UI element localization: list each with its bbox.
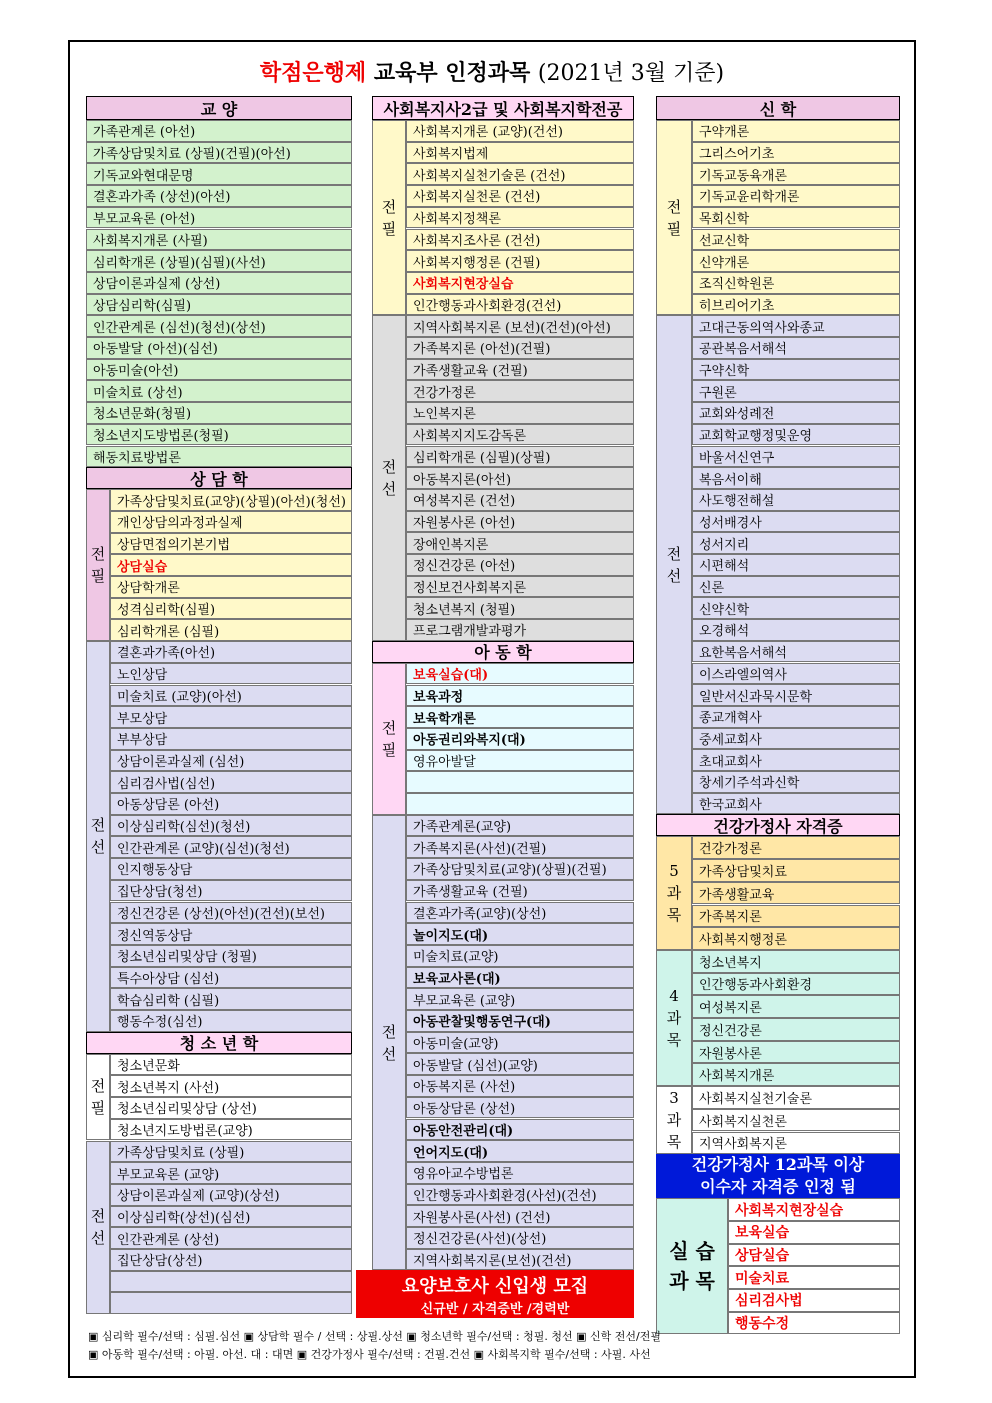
adong-pil-item: 보육과정 [406,685,634,707]
cheongsonyeon-seon-item: 가족상담및치료 (상필) [110,1141,352,1163]
sangdam-seon-item: 행동수정(심선) [110,1010,352,1032]
theology-pil-item: 신약개론 [692,250,900,272]
sangdam-pil-item: 상담실습 [110,554,352,576]
title-main: 교육부 인정과목 [366,60,538,86]
adong-pil-item [406,771,634,793]
gyoyang-item: 사회복지개론 (사필) [86,229,352,251]
theology-seon-item: 시편해석 [692,554,900,576]
sangdam-seon-item: 인지행동상담 [110,858,352,880]
social-welfare-seon-item: 사회복지지도감독론 [406,424,634,446]
sangdam-seon-item: 학습심리학 (심필) [110,988,352,1010]
adong-seon-item: 지역사회복지론(보선)(건선) [406,1249,634,1271]
sangdam-seon-item: 상담이론과실제 (심선) [110,750,352,772]
gyoyang-item: 심리학개론 (상필)(심필)(사선) [86,250,352,272]
cheongsonyeon-seon-item: 상담이론과실제 (교양)(상선) [110,1184,352,1206]
social-welfare-pil-item: 인간행동과사회환경(건선) [406,294,634,316]
sangdam-seon-item: 아동상담론 (아선) [110,793,352,815]
sangdam-pil-item: 가족상담및치료(교양)(상필)(아선)(청선) [110,489,352,511]
adong-seon-item: 미술치료(교양) [406,945,634,967]
healthy-family-5-item: 사회복지행정론 [692,927,900,950]
header-cheongsonyeon: 청 소 년 학 [86,1032,352,1054]
healthy-family-4-item: 정신건강론 [692,1018,900,1041]
gyoyang-item: 가족관계론 (아선) [86,120,352,142]
gyoyang-item: 청소년문화(청필) [86,402,352,424]
gyoyang-item: 기독교와현대문명 [86,163,352,185]
social-welfare-seon-item: 정신건강론 (아선) [406,554,634,576]
header-adong: 아 동 학 [372,641,634,663]
adong-pil-item: 아동권리와복지(대) [406,728,634,750]
gyoyang-item: 가족상담및치료 (상필)(건필)(아선) [86,142,352,164]
healthy-family-4-item: 청소년복지 [692,950,900,973]
sangdam-seon-item: 미술치료 (교양)(아선) [110,685,352,707]
adong-seon-item: 아동상담론 (상선) [406,1097,634,1119]
gyoyang-item: 부모교육론 (아선) [86,207,352,229]
social-welfare-pil-side: 전 필 [372,120,406,315]
sangdam-pil-item: 상담면접의기본기법 [110,533,352,555]
theology-seon-item: 바울서신연구 [692,446,900,468]
recruit-line-2: 신규반 / 자격증반 /경력반 [420,1301,570,1317]
adong-seon-item: 가족생활교육 (건필) [406,880,634,902]
social-welfare-seon-item: 자원봉사론 (아선) [406,511,634,533]
adong-seon-item: 보육교사론(대) [406,967,634,989]
sangdam-seon-item: 결혼과가족(아선) [110,641,352,663]
recruit-line-1: 요양보호사 신입생 모집 [401,1275,589,1297]
practice-item: 행동수정 [728,1312,900,1335]
adong-seon-item: 아동발달 (심선)(교양) [406,1053,634,1075]
healthy-family-5-item: 건강가정론 [692,836,900,859]
sangdam-pil-item: 상담학개론 [110,576,352,598]
healthy-family-4-side: 4 과 목 [656,950,692,1086]
sangdam-seon-item: 부모상담 [110,706,352,728]
healthy-family-3-item: 지역사회복지론 [692,1132,900,1155]
cheongsonyeon-seon-item: 인간관계론 (상선) [110,1227,352,1249]
theology-seon-item: 공관복음서해석 [692,337,900,359]
adong-pil-item: 보육실습(대) [406,663,634,685]
sangdam-seon-item: 청소년심리및상담 (청필) [110,945,352,967]
sangdam-pil-side: 전 필 [86,489,110,641]
adong-seon-item: 놀이지도(대) [406,923,634,945]
adong-pil-item [406,793,634,815]
theology-seon-item: 한국교회사 [692,793,900,815]
social-welfare-seon-item: 프로그램개발과평가 [406,619,634,641]
healthy-family-note-line-1: 건강가정사 12과목 이상 [691,1155,865,1175]
cheongsonyeon-seon-item: 집단상담(상선) [110,1249,352,1271]
gyoyang-item: 미술치료 (상선) [86,380,352,402]
social-welfare-seon-item: 정신보건사회복지론 [406,576,634,598]
social-welfare-pil-item: 사회복지법제 [406,142,634,164]
practice-item: 상담실습 [728,1244,900,1267]
adong-seon-item: 가족상담및치료(교양)(상필)(건필) [406,858,634,880]
gyoyang-item: 청소년지도방법론(청필) [86,424,352,446]
theology-pil-item: 그리스어기초 [692,142,900,164]
theology-seon-item: 성서배경사 [692,511,900,533]
practice-side: 실 습 과 목 [656,1198,728,1334]
sangdam-seon-item: 정신건강론 (상선)(아선)(건선)(보선) [110,902,352,924]
recruit-banner [356,1270,634,1318]
cheongsonyeon-seon-side: 전 선 [86,1141,110,1315]
theology-seon-item: 구원론 [692,380,900,402]
title-brand: 학점은행제 [259,60,367,86]
adong-seon-item: 가족복지론(사선)(건필) [406,836,634,858]
cheongsonyeon-pil-item: 청소년심리및상담 (상선) [110,1097,352,1119]
theology-pil-item: 목회신학 [692,207,900,229]
healthy-family-3-item: 사회복지실천기술론 [692,1086,900,1109]
social-welfare-seon-item: 건강가정론 [406,380,634,402]
theology-seon-item: 사도행전해설 [692,489,900,511]
adong-seon-item: 아동복지론 (사선) [406,1075,634,1097]
adong-pil-item: 영유아발달 [406,750,634,772]
theology-seon-item: 신약신학 [692,597,900,619]
adong-seon-item: 영유아교수방법론 [406,1162,634,1184]
sangdam-seon-item: 심리검사법(심선) [110,771,352,793]
header-gyoyang: 교 양 [86,96,352,120]
sangdam-pil-item: 심리학개론 (심필) [110,619,352,641]
sangdam-seon-item: 부부상담 [110,728,352,750]
practice-item: 심리검사법 [728,1289,900,1312]
theology-seon-item: 요한복음서해석 [692,641,900,663]
theology-pil-item: 조직신학원론 [692,272,900,294]
cheongsonyeon-seon-item: 이상심리학(상선)(심선) [110,1206,352,1228]
sangdam-seon-item: 특수아상담 (심선) [110,967,352,989]
theology-seon-item: 이스라엘의역사 [692,663,900,685]
healthy-family-5-side: 5 과 목 [656,836,692,950]
healthy-family-4-item: 자원봉사론 [692,1041,900,1064]
social-welfare-seon-item: 가족생활교육 (건필) [406,359,634,381]
practice-item: 사회복지현장실습 [728,1198,900,1221]
social-welfare-seon-item: 장애인복지론 [406,532,634,554]
social-welfare-seon-item: 심리학개론 (심필)(상필) [406,446,634,468]
theology-pil-item: 기독교동육개론 [692,163,900,185]
practice-item: 보육실습 [728,1221,900,1244]
theology-pil-item: 구약개론 [692,120,900,142]
theology-seon-item: 복음서이해 [692,467,900,489]
social-welfare-pil-item: 사회복지행정론 (건필) [406,250,634,272]
page-title [70,56,914,87]
gyoyang-item: 인간관계론 (심선)(청선)(상선) [86,315,352,337]
theology-pil-item: 히브리어기초 [692,294,900,316]
theology-seon-item: 성서지리 [692,532,900,554]
gyoyang-item: 상담이론과실제 (상선) [86,272,352,294]
cheongsonyeon-seon-blank [110,1271,352,1293]
adong-pil-side: 전 필 [372,663,406,815]
header-healthy-family: 건강가정사 자격증 [656,814,900,836]
theology-seon-side: 전 선 [656,315,692,814]
healthy-family-4-item: 인간행동과사회환경 [692,973,900,996]
sangdam-seon-item: 노인상담 [110,663,352,685]
theology-seon-item: 중세교회사 [692,728,900,750]
social-welfare-seon-side: 전 선 [372,315,406,641]
sangdam-seon-item: 인간관계론 (교양)(심선)(청선) [110,836,352,858]
healthy-family-5-item: 가족상담및치료 [692,859,900,882]
gyoyang-item: 아동발달 (아선)(심선) [86,337,352,359]
healthy-family-3-item: 사회복지실천론 [692,1109,900,1132]
sangdam-pil-item: 개인상담의과정과실제 [110,511,352,533]
theology-seon-item: 일반서신과묵시문학 [692,684,900,706]
gyoyang-item: 아동미술(아선) [86,359,352,381]
sangdam-seon-side: 전 선 [86,641,110,1032]
gyoyang-item: 결혼과가족 (상선)(아선) [86,185,352,207]
theology-seon-item: 종교개혁사 [692,706,900,728]
header-theology: 신 학 [656,96,900,120]
theology-seon-item: 구약신학 [692,359,900,381]
adong-seon-item: 가족관계론(교양) [406,815,634,837]
healthy-family-note-line-2: 이수자 자격증 인정 됨 [700,1177,856,1197]
social-welfare-pil-item: 사회복지조사론 (건선) [406,229,634,251]
adong-seon-item: 자원봉사론(사선) (건선) [406,1205,634,1227]
legend-line-2: ▣ 아동학 필수/선택 : 아필. 아선. 대 : 대면 ▣ 건강가정사 필수/선택 : 건필.건선 ▣ 사회복지학 필수/선택 : 사필. 사선 [88,1348,651,1361]
social-welfare-seon-item: 아동복지론(아선) [406,467,634,489]
cheongsonyeon-pil-side: 전 필 [86,1054,110,1141]
adong-seon-item: 아동미술(교양) [406,1032,634,1054]
page-frame [68,40,916,1378]
social-welfare-seon-item: 지역사회복지론 (보선)(건선)(아선) [406,315,634,337]
social-welfare-pil-item: 사회복지실천론 (건선) [406,185,634,207]
adong-seon-item: 아동관찰및행동연구(대) [406,1010,634,1032]
theology-pil-item: 선교신학 [692,229,900,251]
gyoyang-item: 상담심리학(심필) [86,294,352,316]
adong-seon-item: 정신건강론(사선)(상선) [406,1227,634,1249]
healthy-family-4-item: 사회복지개론 [692,1063,900,1086]
healthy-family-5-item: 가족복지론 [692,905,900,928]
title-date: (2021년 3월 기준) [537,61,725,86]
practice-item: 미술치료 [728,1266,900,1289]
social-welfare-pil-item: 사회복지정책론 [406,207,634,229]
adong-seon-item: 인간행동과사회환경(사선)(건선) [406,1184,634,1206]
social-welfare-seon-item: 청소년복지 (청필) [406,597,634,619]
adong-seon-item: 언어지도(대) [406,1140,634,1162]
theology-seon-item: 교회와성례전 [692,402,900,424]
healthy-family-4-item: 여성복지론 [692,995,900,1018]
social-welfare-pil-item: 사회복지개론 (교양)(건선) [406,120,634,142]
sangdam-seon-item: 집단상담(청선) [110,880,352,902]
legend-line-1: ▣ 심리학 필수/선택 : 심필.심선 ▣ 상담학 필수 / 선택 : 상필.상선 ▣ 청소년학 필수/선택 : 청필. 청선 ▣ 신학 전선/전필 [88,1330,661,1343]
theology-seon-item: 신론 [692,576,900,598]
gyoyang-item: 해동치료방법론 [86,446,352,468]
header-social-welfare: 사회복지사2급 및 사회복지학전공 [372,96,634,120]
theology-seon-item: 교회학교행정및운영 [692,424,900,446]
healthy-family-3-side: 3 과 목 [656,1086,692,1154]
cheongsonyeon-seon-item: 부모교육론 (교양) [110,1162,352,1184]
theology-seon-item: 고대근동의역사와종교 [692,315,900,337]
theology-seon-item: 창세기주석과신학 [692,771,900,793]
adong-seon-side: 전 선 [372,815,406,1271]
social-welfare-pil-item: 사회복지실천기술론 (건선) [406,163,634,185]
cheongsonyeon-pil-item: 청소년문화 [110,1054,352,1076]
cheongsonyeon-pil-item: 청소년복지 (사선) [110,1075,352,1097]
social-welfare-seon-item: 노인복지론 [406,402,634,424]
healthy-family-note [656,1154,900,1198]
sangdam-pil-item: 성격심리학(심필) [110,598,352,620]
social-welfare-seon-item: 가족복지론 (아선)(건필) [406,337,634,359]
sangdam-seon-item: 이상심리학(심선)(청선) [110,815,352,837]
theology-seon-item: 초대교회사 [692,749,900,771]
theology-pil-side: 전 필 [656,120,692,315]
cheongsonyeon-seon-blank [110,1292,352,1314]
adong-seon-item: 아동안전관리(대) [406,1119,634,1141]
adong-pil-item: 보육학개론 [406,706,634,728]
adong-seon-item: 결혼과가족(교양)(상선) [406,902,634,924]
theology-seon-item: 오경해석 [692,619,900,641]
header-sangdam: 상 담 학 [86,467,352,489]
adong-seon-item: 부모교육론 (교양) [406,988,634,1010]
social-welfare-seon-item: 여성복지론 (건선) [406,489,634,511]
healthy-family-5-item: 가족생활교육 [692,882,900,905]
cheongsonyeon-pil-item: 청소년지도방법론(교양) [110,1119,352,1141]
social-welfare-pil-item: 사회복지현장실습 [406,272,634,294]
theology-pil-item: 기독교윤리학개론 [692,185,900,207]
sangdam-seon-item: 정신역동상담 [110,923,352,945]
